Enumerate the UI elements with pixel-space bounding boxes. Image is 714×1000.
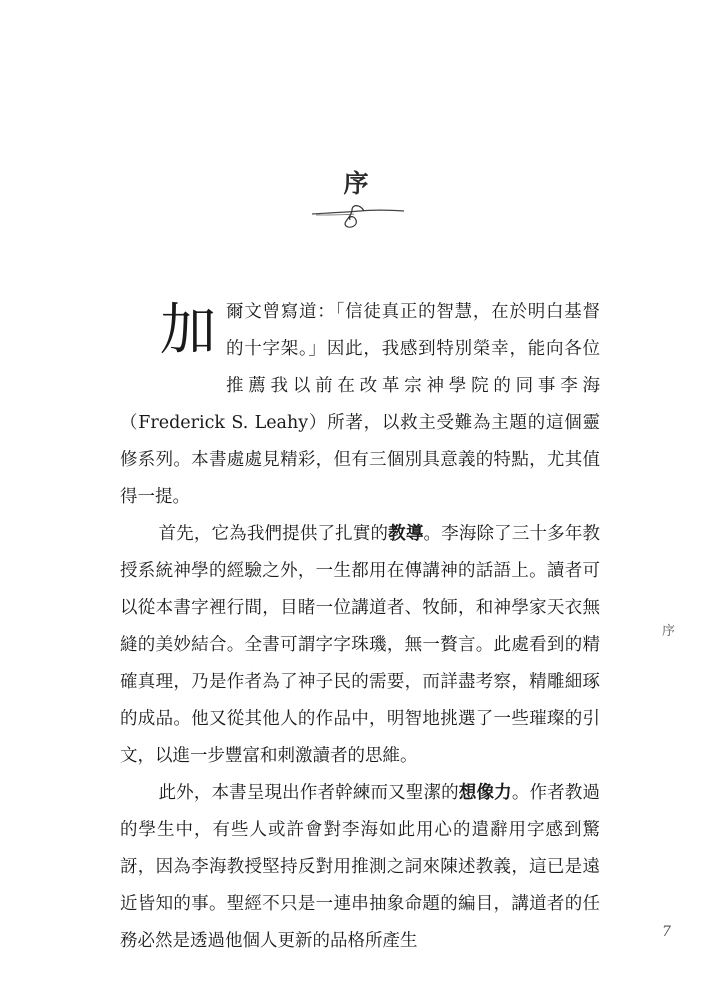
paragraph-2-emphasis: 教導	[388, 524, 424, 544]
paragraph-2-after: 。李海除了三十多年教授系統神學的經驗之外，一生都用在傳講神的話語上。讀者可以從本書字裡行間，目睹一位講道者、牧師，和神學家天衣無縫的美妙結合。全書可謂字字珠璣，無一贅言。此處看到的精確真理，乃是作者為了神子民的需要，而詳盡考察，精雕細琢的成品。他又從其他人的作品中，明智地挑選了一些璀璨的引文，以進一步豐富和刺激讀者的思維。	[120, 524, 601, 766]
paragraph-3-after: 。作者教過的學生中，有些人或許會對李海如此用心的遣辭用字感到驚訝，因為李海教授堅持反對用推測之詞來陳述教義，這已是遠近皆知的事。聖經不只是一連串抽象命題的編目，講道者的任務必然是透過他個人更新的品格所產生	[120, 783, 601, 951]
main-text	[120, 294, 600, 960]
page-number: 7	[662, 924, 671, 940]
flourish-ornament-icon	[308, 198, 408, 230]
paragraph-1	[120, 294, 600, 516]
paragraph-3-before: 此外，本書呈現出作者幹練而又聖潔的	[158, 783, 459, 803]
paragraph-2	[120, 516, 600, 775]
paragraph-3	[120, 775, 600, 960]
drop-cap: 加	[160, 298, 216, 363]
paragraph-3-emphasis: 想像力	[458, 783, 512, 803]
paragraph-1-text: 爾文曾寫道：「信徒真正的智慧，在於明白基督的十字架。」因此，我感到特別榮幸，能向各位推薦我以前在改革宗神學院的同事李海（Frederick S. Leahy）所著，以救主受難為主題的這個靈修系列。本書處處見精彩，但有三個別具意義的特點，尤其值得一提。	[120, 302, 600, 507]
chapter-title: 序	[343, 169, 371, 198]
running-section-label: 序	[662, 624, 676, 639]
paragraph-2-before: 首先，它為我們提供了扎實的	[158, 524, 389, 544]
